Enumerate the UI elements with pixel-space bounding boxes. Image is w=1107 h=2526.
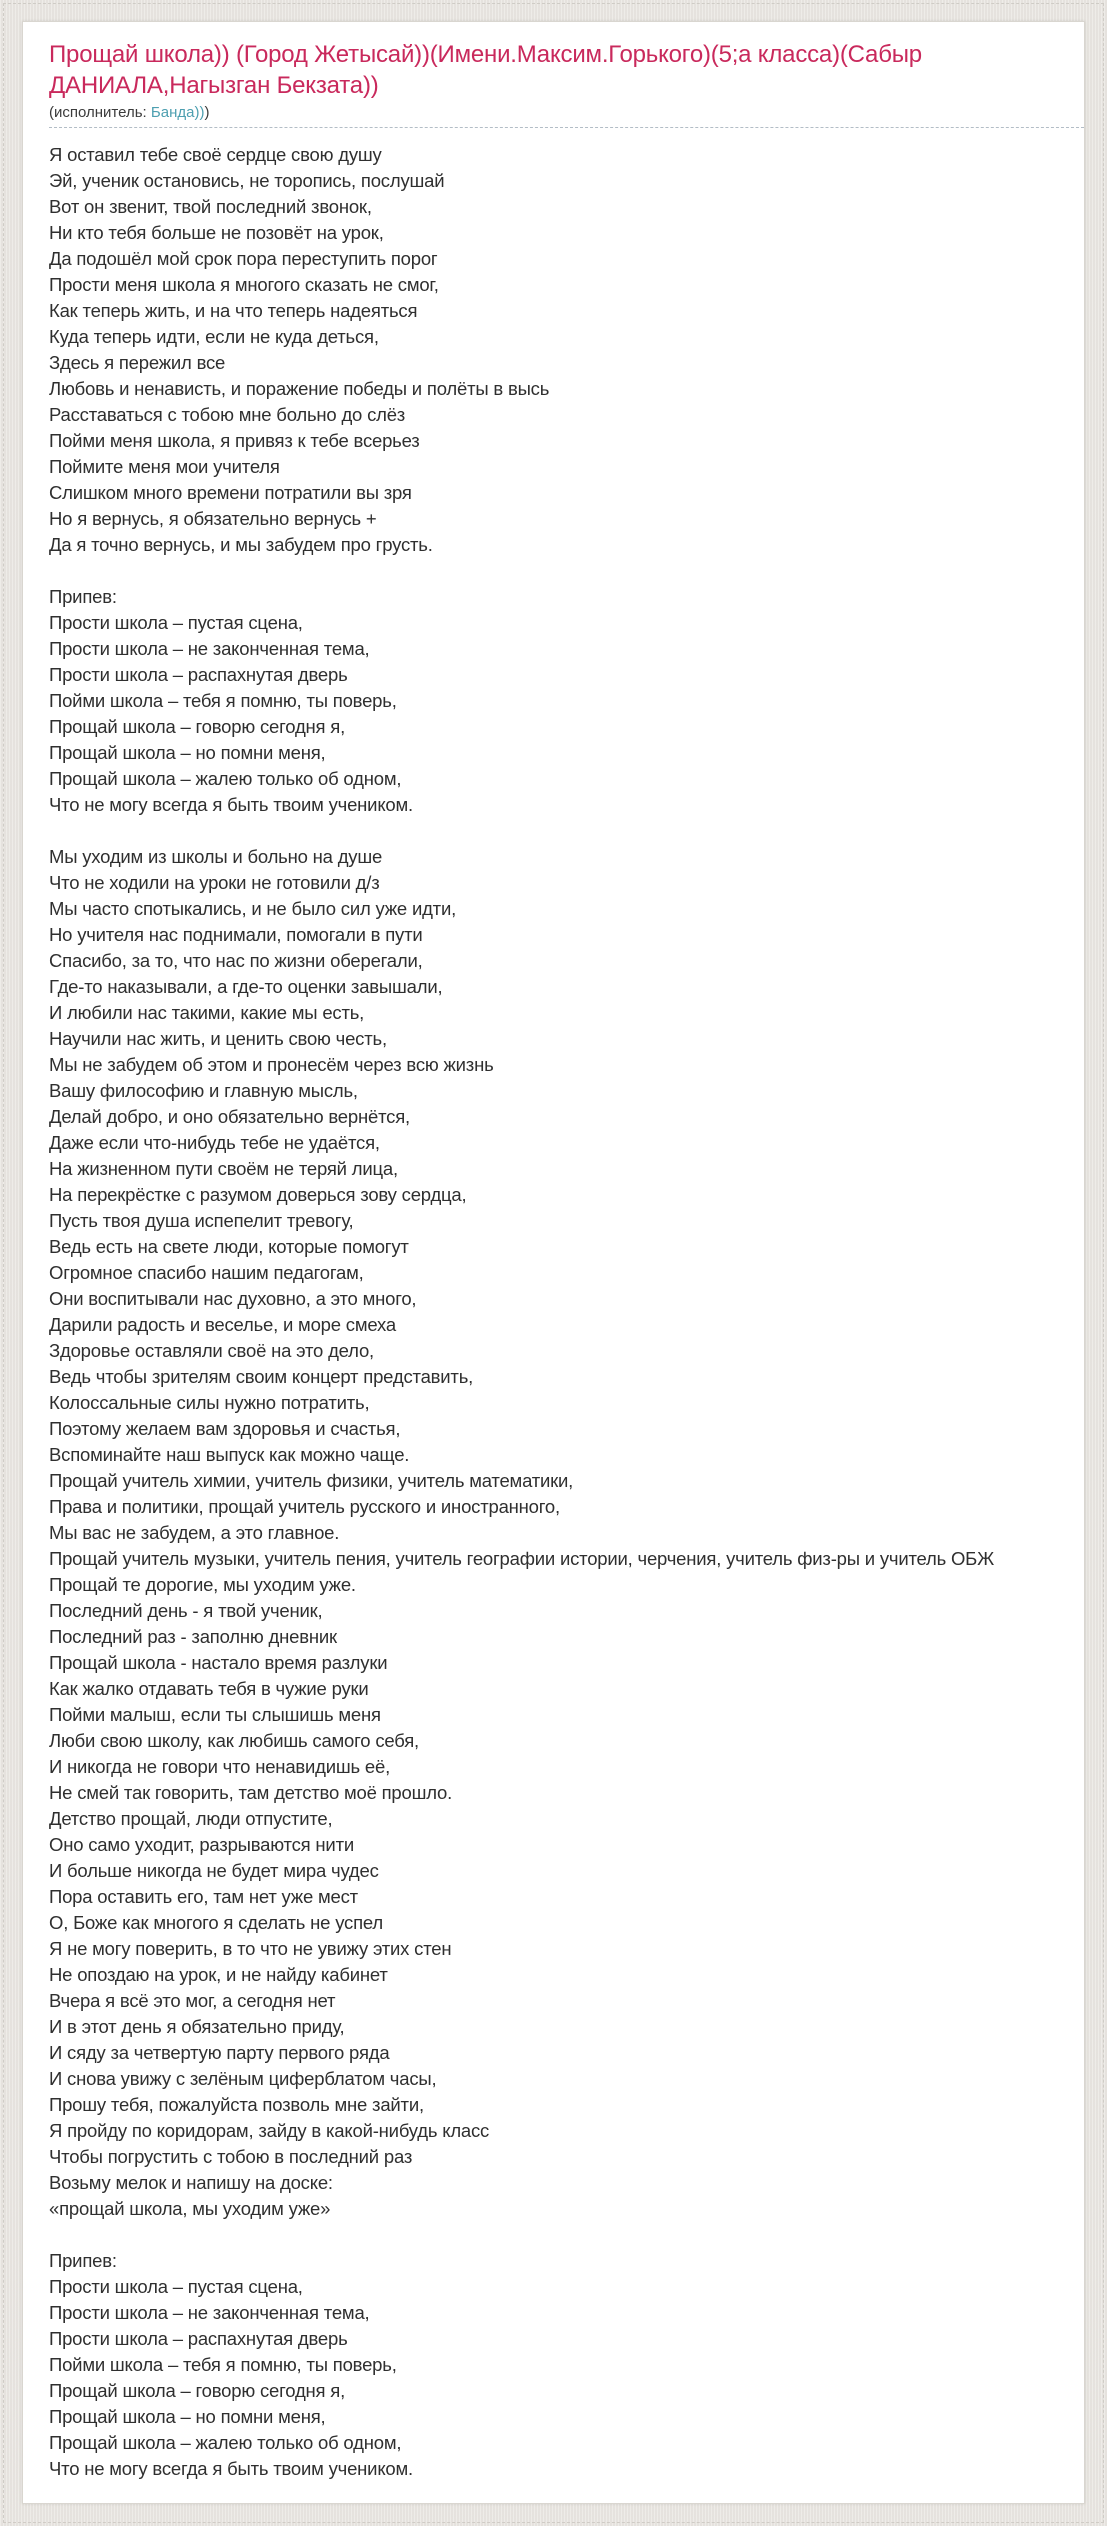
lyric-line: И снова увижу с зелёным циферблатом часы, [49, 2068, 437, 2089]
lyric-line: Поэтому желаем вам здоровья и счастья, [49, 1418, 401, 1439]
lyric-line: Прощай учитель химии, учитель физики, учитель математики, [49, 1470, 574, 1491]
lyric-line: Как жалко отдавать тебя в чужие руки [49, 1678, 369, 1699]
lyric-blank-line [49, 2222, 1058, 2248]
lyric-line: Даже если что-нибудь тебе не удаётся, [49, 1132, 380, 1153]
lyric-blank-line [49, 558, 1058, 584]
lyric-line: Здоровье оставляли своё на это дело, [49, 1340, 374, 1361]
lyric-line: Как теперь жить, и на что теперь надеяться [49, 300, 418, 321]
lyric-line: Пойми школа – тебя я помню, ты поверь, [49, 2354, 397, 2375]
lyric-line: Я не могу поверить, в то что не увижу этих стен [49, 1938, 452, 1959]
lyric-line: Припев: [49, 2250, 117, 2271]
lyric-line: Чтобы погрустить с тобою в последний раз [49, 2146, 413, 2167]
lyric-line: Огромное спасибо нашим педагогам, [49, 1262, 364, 1283]
lyric-line: И никогда не говори что ненавидишь её, [49, 1756, 391, 1777]
lyric-line: Прощай школа - настало время разлуки [49, 1652, 388, 1673]
lyric-line: Да подошёл мой срок пора переступить порог [49, 248, 438, 269]
lyric-line: И сяду за четвертую парту первого ряда [49, 2042, 390, 2063]
lyric-line: Прощай школа – говорю сегодня я, [49, 716, 346, 737]
lyric-line: Права и политики, прощай учитель русского и иностранного, [49, 1496, 560, 1517]
lyric-line: Ведь чтобы зрителям своим концерт представить, [49, 1366, 474, 1387]
lyric-line: Оно само уходит, разрываются нити [49, 1834, 354, 1855]
lyric-line: Здесь я пережил все [49, 352, 226, 373]
lyric-line: Я оставил тебе своё сердце свою душу [49, 144, 382, 165]
lyric-line: Прощай школа – но помни меня, [49, 742, 326, 763]
artist-suffix: ) [204, 104, 210, 121]
page-title: Прощай школа)) (Город Жетысай))(Имени.Максим.Горького)(5;а класса)(Сабыр ДАНИАЛА,Нагызган Бекзата)) [49, 41, 922, 99]
lyric-line: Возьму мелок и напишу на доске: [49, 2172, 333, 2193]
lyric-line: Вашу философию и главную мысль, [49, 1080, 358, 1101]
lyric-line: И в этот день я обязательно приду, [49, 2016, 345, 2037]
lyric-line: Последний день - я твой ученик, [49, 1600, 323, 1621]
lyric-line: Научили нас жить, и ценить свою честь, [49, 1028, 387, 1049]
lyric-line: Пойми малыш, если ты слышишь меня [49, 1704, 381, 1725]
lyric-line: Да я точно вернусь, и мы забудем про грусть. [49, 534, 433, 555]
lyric-line: Прощай школа – жалею только об одном, [49, 2432, 402, 2453]
lyric-line: Но учителя нас поднимали, помогали в пути [49, 924, 423, 945]
lyric-line: Я пройду по коридорам, зайду в какой-нибудь класс [49, 2120, 490, 2141]
lyric-line: «прощай школа, мы уходим уже» [49, 2198, 331, 2219]
lyric-line: Ни кто тебя больше не позовёт на урок, [49, 222, 384, 243]
lyric-line: Не опоздаю на урок, и не найду кабинет [49, 1964, 388, 1985]
lyric-line: Прощай школа – говорю сегодня я, [49, 2380, 346, 2401]
lyric-line: Прошу тебя, пожалуйста позволь мне зайти, [49, 2094, 424, 2115]
lyric-line: Мы вас не забудем, а это главное. [49, 1522, 340, 1543]
lyric-line: Мы уходим из школы и больно на душе [49, 846, 383, 867]
lyric-line: На жизненном пути своём не теряй лица, [49, 1158, 398, 1179]
lyric-line: Прощай школа – но помни меня, [49, 2406, 326, 2427]
lyric-line: Люби свою школу, как любишь самого себя, [49, 1730, 419, 1751]
artist-label: (исполнитель: [49, 104, 147, 121]
lyric-blank-line [49, 818, 1058, 844]
lyric-line: Пусть твоя душа испепелит тревогу, [49, 1210, 354, 1231]
lyric-line: Расставаться с тобою мне больно до слёз [49, 404, 406, 425]
lyric-line: Делай добро, и оно обязательно вернётся, [49, 1106, 410, 1127]
lyric-line: И больше никогда не будет мира чудес [49, 1860, 379, 1881]
lyric-line: Вспоминайте наш выпуск как можно чаще. [49, 1444, 410, 1465]
lyric-line: Что не ходили на уроки не готовили д/з [49, 872, 380, 893]
lyric-line: Прости школа – пустая сцена, [49, 2276, 303, 2297]
lyric-line: Куда теперь идти, если не куда деться, [49, 326, 379, 347]
lyric-line: Вчера я всё это мог, а сегодня нет [49, 1990, 336, 2011]
lyric-line: Не смей так говорить, там детство моё прошло. [49, 1782, 453, 1803]
lyric-line: Прости школа – распахнутая дверь [49, 2328, 348, 2349]
lyric-line: Они воспитывали нас духовно, а это много, [49, 1288, 417, 1309]
lyric-line: Вот он звенит, твой последний звонок, [49, 196, 372, 217]
lyric-line: И любили нас такими, какие мы есть, [49, 1002, 365, 1023]
lyric-line: Что не могу всегда я быть твоим учеником. [49, 794, 413, 815]
lyric-line: Ведь есть на свете люди, которые помогут [49, 1236, 409, 1257]
artist-row [49, 103, 1058, 123]
lyric-line: Что не могу всегда я быть твоим учеником. [49, 2458, 413, 2479]
lyric-line: Детство прощай, люди отпустите, [49, 1808, 333, 1829]
lyric-line: Пойми школа – тебя я помню, ты поверь, [49, 690, 397, 711]
lyric-line: Прощай школа – жалею только об одном, [49, 768, 402, 789]
lyric-line: Прощай те дорогие, мы уходим уже. [49, 1574, 356, 1595]
lyric-line: Прости школа – распахнутая дверь [49, 664, 348, 685]
lyric-line: Пойми меня школа, я привяз к тебе всерьез [49, 430, 420, 451]
lyric-line: На перекрёстке с разумом доверься зову сердца, [49, 1184, 467, 1205]
lyric-line: Спасибо, за то, что нас по жизни оберегали, [49, 950, 423, 971]
lyric-line: Прости школа – не законченная тема, [49, 638, 370, 659]
lyric-line: Прости школа – пустая сцена, [49, 612, 303, 633]
lyric-line: Мы не забудем об этом и пронесём через всю жизнь [49, 1054, 494, 1075]
artist-link[interactable]: Банда)) [150, 104, 205, 121]
content-card [22, 21, 1085, 2504]
lyric-line: Любовь и ненависть, и поражение победы и полёты в высь [49, 378, 550, 399]
lyric-line: О, Боже как многого я сделать не успел [49, 1912, 383, 1933]
lyric-line: Эй, ученик остановись, не торопись, послушай [49, 170, 445, 191]
lyric-line: Где-то наказывали, а где-то оценки завышали, [49, 976, 443, 997]
lyric-line: Припев: [49, 586, 117, 607]
lyric-line: Прости меня школа я многого сказать не смог, [49, 274, 439, 295]
lyric-line: Дарили радость и веселье, и море смеха [49, 1314, 396, 1335]
lyrics-block [49, 142, 1058, 2482]
lyric-line: Мы часто спотыкались, и не было сил уже идти, [49, 898, 457, 919]
lyric-line: Но я вернусь, я обязательно вернусь + [49, 508, 377, 529]
lyric-line: Пора оставить его, там нет уже мест [49, 1886, 358, 1907]
lyric-line: Прости школа – не законченная тема, [49, 2302, 370, 2323]
lyric-line: Поймите меня мои учителя [49, 456, 280, 477]
lyric-line: Последний раз - заполню дневник [49, 1626, 337, 1647]
lyric-line: Слишком много времени потратили вы зря [49, 482, 412, 503]
lyric-line: Прощай учитель музыки, учитель пения, учитель географии истории, черчения, учитель физ-ры и учитель ОБЖ [49, 1548, 994, 1569]
title-separator [49, 127, 1084, 128]
lyric-line: Колоссальные силы нужно потратить, [49, 1392, 370, 1413]
